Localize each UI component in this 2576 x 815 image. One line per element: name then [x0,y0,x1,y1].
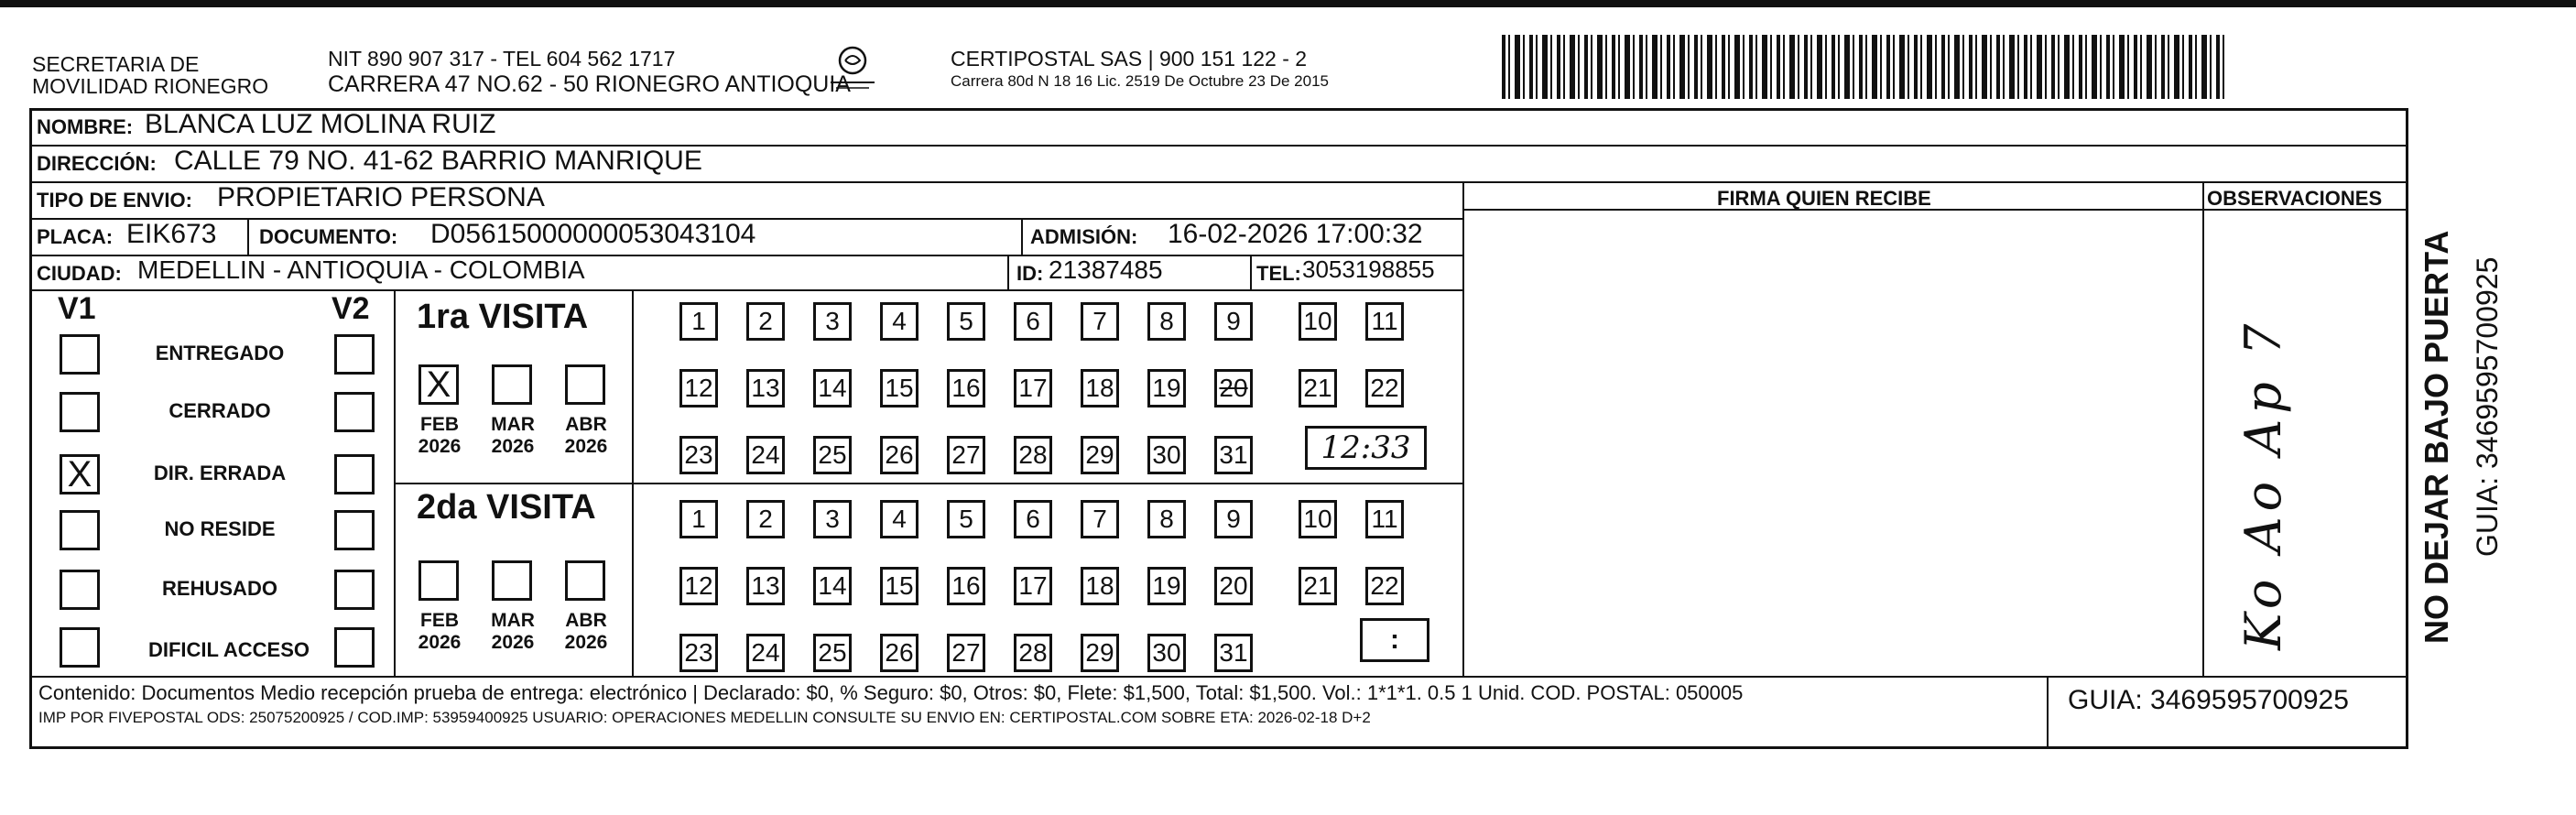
ciudad-label: CIUDAD: [37,262,122,285]
tel-value: 3053198855 [1302,255,1435,283]
visit1-day-29[interactable]: 29 [1081,436,1119,474]
month-year: 2026 [491,632,535,653]
certipostal-block [951,46,1329,92]
nit-block [328,46,851,97]
tipo-envio-value: PROPIETARIO PERSONA [217,182,545,212]
secretaria-line2: MOVILIDAD RIONEGRO [32,74,269,98]
visit1-day-14[interactable]: 14 [813,369,852,408]
visit2-month-mar-label [481,610,545,654]
status-label-dificil-acceso: DIFICIL ACCESO [147,638,310,661]
certipostal-text: CERTIPOSTAL SAS | 900 151 122 - 2 [951,47,1308,71]
id-label: ID: [1016,262,1044,285]
tipo-envio-label: TIPO DE ENVIO: [37,189,192,212]
secretaria-line1: SECRETARIA DE [32,52,200,76]
direccion-label: DIRECCIÓN: [37,152,157,175]
visit1-day-19[interactable]: 19 [1147,369,1186,408]
cell-line [247,218,249,255]
side-no-dejar: NO DEJAR BAJO PUERTA [2418,230,2455,644]
visit2-day-12[interactable]: 12 [679,567,718,605]
side-guia: GUIA: 3469595700925 [2471,256,2504,557]
visit2-month-feb-label [408,610,472,654]
tel-label: TEL: [1256,262,1301,285]
visit2-day-13[interactable]: 13 [746,567,785,605]
month-name: ABR [565,414,607,435]
visit1-day-13[interactable]: 13 [746,369,785,408]
firma-header: FIRMA QUIEN RECIBE [1717,187,1931,210]
visit2-day-9[interactable]: 9 [1214,500,1253,538]
certipostal-logo [829,42,876,93]
visit2-day-4[interactable]: 4 [880,500,918,538]
visit1-day-16[interactable]: 16 [947,369,985,408]
visit2-day-31[interactable]: 31 [1214,634,1253,672]
v2-entregado-checkbox[interactable] [334,334,375,375]
observaciones-handwritten: Ko Ao Ap 7 [2234,318,2292,650]
month-year: 2026 [418,632,462,653]
visit1-day-26[interactable]: 26 [880,436,918,474]
status-label-cerrado: CERRADO [168,399,271,422]
visit2-day-18[interactable]: 18 [1081,567,1119,605]
v1-no-reside-checkbox[interactable] [60,510,100,550]
visit2-day-15[interactable]: 15 [880,567,918,605]
visit1-month-abr-checkbox[interactable] [565,364,605,405]
visit1-day-17[interactable]: 17 [1014,369,1052,408]
status-label-entregado: ENTREGADO [155,342,285,364]
visit1-day-24[interactable]: 24 [746,436,785,474]
footer-guia: GUIA: 3469595700925 [2068,685,2349,715]
visit2-month-mar-checkbox[interactable] [492,560,532,601]
cell-line [1021,218,1023,255]
visit1-day-25[interactable]: 25 [813,436,852,474]
certipostal-sub: Carrera 80d N 18 16 Lic. 2519 De Octubre 23 De 2015 [951,72,1329,90]
visit1-day-12[interactable]: 12 [679,369,718,408]
documento-value: D05615000000053043104 [430,219,756,249]
visit2-day-17[interactable]: 17 [1014,567,1052,605]
visit2-day-3[interactable]: 3 [813,500,852,538]
admision-label: ADMISIÓN: [1030,225,1138,248]
month-year: 2026 [418,436,462,457]
row-line [29,289,1462,291]
v1-dificil-acceso-checkbox[interactable] [60,627,100,668]
nombre-value: BLANCA LUZ MOLINA RUIZ [145,109,496,139]
v2-dir-errada-checkbox[interactable] [334,454,375,494]
visit2-time-field[interactable]: : [1360,618,1429,662]
visit1-day-28[interactable]: 28 [1014,436,1052,474]
v2-header: V2 [332,291,370,326]
v1-dir-errada-checkbox-checked[interactable]: X [60,454,100,494]
visit2-day-19[interactable]: 19 [1147,567,1186,605]
visit1-title: 1ra VISITA [417,298,589,336]
barcode [1502,35,2225,99]
visit2-day-8[interactable]: 8 [1147,500,1186,538]
v1-entregado-checkbox[interactable] [60,334,100,375]
visit2-day-7[interactable]: 7 [1081,500,1119,538]
v2-rehusado-checkbox[interactable] [334,570,375,610]
status-label-dir-errada: DIR. ERRADA [153,462,287,484]
address-text: CARRERA 47 NO.62 - 50 RIONEGRO ANTIOQUIA [328,71,851,97]
visit1-day-6[interactable]: 6 [1014,302,1052,341]
month-year: 2026 [564,632,608,653]
visit1-day-31[interactable]: 31 [1214,436,1253,474]
month-name: MAR [491,610,535,631]
status-label-rehusado: REHUSADO [162,577,277,600]
visit2-day-30[interactable]: 30 [1147,634,1186,672]
placa-value: EIK673 [126,219,217,249]
v2-dificil-acceso-checkbox[interactable] [334,627,375,668]
nombre-label: NOMBRE: [37,115,134,138]
visit1-day-11[interactable]: 11 [1365,302,1404,341]
month-year: 2026 [564,436,608,457]
visit2-month-abr-label [554,610,618,654]
visit1-time-field[interactable]: 12:33 [1305,426,1427,470]
ciudad-value: MEDELLIN - ANTIOQUIA - COLOMBIA [137,255,585,284]
visit1-day-15[interactable]: 15 [880,369,918,408]
visit1-month-feb-checkbox-checked[interactable]: X [418,364,459,405]
visit1-day-9[interactable]: 9 [1214,302,1253,341]
visit2-day-20[interactable]: 20 [1214,567,1253,605]
visit1-day-1[interactable]: 1 [679,302,718,341]
nit-text: NIT 890 907 317 - TEL 604 562 1717 [328,47,676,71]
obs-left-line [2202,181,2204,676]
cell-line [1250,255,1252,289]
month-name: ABR [565,610,607,631]
firma-left-line [1462,181,1464,676]
visit1-day-2[interactable]: 2 [746,302,785,341]
v2-cerrado-checkbox[interactable] [334,392,375,432]
visit2-day-27[interactable]: 27 [947,634,985,672]
visit2-day-10[interactable]: 10 [1299,500,1337,538]
visit1-day-23[interactable]: 23 [679,436,718,474]
visit1-day-5[interactable]: 5 [947,302,985,341]
visit2-title: 2da VISITA [417,488,596,527]
v1-header: V1 [58,291,96,326]
visit2-day-5[interactable]: 5 [947,500,985,538]
visit1-month-mar-label [481,414,545,458]
month-name: FEB [420,414,459,435]
visit1-month-mar-checkbox[interactable] [492,364,532,405]
visit2-month-feb-checkbox[interactable] [418,560,459,601]
visit2-month-abr-checkbox[interactable] [565,560,605,601]
visit1-day-7[interactable]: 7 [1081,302,1119,341]
visit1-day-30[interactable]: 30 [1147,436,1186,474]
footer-line1: Contenido: Documentos Medio recepción prueba de entrega: electrónico | Declarado: $0, % Seguro: $0, Otros: $0, Flete: $1,500, Total: $1,500. Vol.: 1*1*1. 0.5 1 Unid. COD. POSTAL: 050005 [38,681,1744,704]
visit1-day-4[interactable]: 4 [880,302,918,341]
visit-separator [394,483,1462,484]
observaciones-header: OBSERVACIONES [2207,187,2383,210]
documento-label: DOCUMENTO: [259,225,398,248]
visit2-day-25[interactable]: 25 [813,634,852,672]
footer-line2: IMP POR FIVEPOSTAL ODS: 25075200925 / COD.IMP: 53959400925 USUARIO: OPERACIONES MEDELLIN CONSULTE SU ENVIO EN: CERTIPOSTAL.COM SOBRE ETA: 2026-02-18 D+2 [38,709,1371,726]
month-year: 2026 [491,436,535,457]
month-name: FEB [420,610,459,631]
visit2-day-29[interactable]: 29 [1081,634,1119,672]
month-name: MAR [491,414,535,435]
visit1-day-8[interactable]: 8 [1147,302,1186,341]
footer-divider [2047,676,2049,749]
admision-value: 16-02-2026 17:00:32 [1168,219,1423,249]
secretaria-block [32,53,268,97]
visit2-day-16[interactable]: 16 [947,567,985,605]
v1-cerrado-checkbox[interactable] [60,392,100,432]
placa-label: PLACA: [37,225,114,248]
visit2-day-1[interactable]: 1 [679,500,718,538]
visit2-day-6[interactable]: 6 [1014,500,1052,538]
visit1-month-feb-label [408,414,472,458]
status-label-no-reside: NO RESIDE [164,517,276,540]
visit2-day-11[interactable]: 11 [1365,500,1404,538]
visit1-month-abr-label [554,414,618,458]
visit2-day-26[interactable]: 26 [880,634,918,672]
visit1-day-3[interactable]: 3 [813,302,852,341]
visit2-day-14[interactable]: 14 [813,567,852,605]
direccion-value: CALLE 79 NO. 41-62 BARRIO MANRIQUE [174,146,702,176]
footer-line [29,676,2408,678]
visit2-day-24[interactable]: 24 [746,634,785,672]
visit1-day-21[interactable]: 21 [1299,369,1337,408]
v2-no-reside-checkbox[interactable] [334,510,375,550]
visit1-day-18[interactable]: 18 [1081,369,1119,408]
visit2-day-2[interactable]: 2 [746,500,785,538]
visit2-day-28[interactable]: 28 [1014,634,1052,672]
visit2-day-22[interactable]: 22 [1365,567,1404,605]
id-value: 21387485 [1049,255,1163,284]
visit1-day-22[interactable]: 22 [1365,369,1404,408]
visit2-day-23[interactable]: 23 [679,634,718,672]
visit1-day-27[interactable]: 27 [947,436,985,474]
visit2-day-21[interactable]: 21 [1299,567,1337,605]
visit1-day-20-marked[interactable]: 20 [1214,369,1253,408]
cell-line [1007,255,1009,289]
visit1-day-10[interactable]: 10 [1299,302,1337,341]
v1-rehusado-checkbox[interactable] [60,570,100,610]
top-border-line [0,0,2576,7]
